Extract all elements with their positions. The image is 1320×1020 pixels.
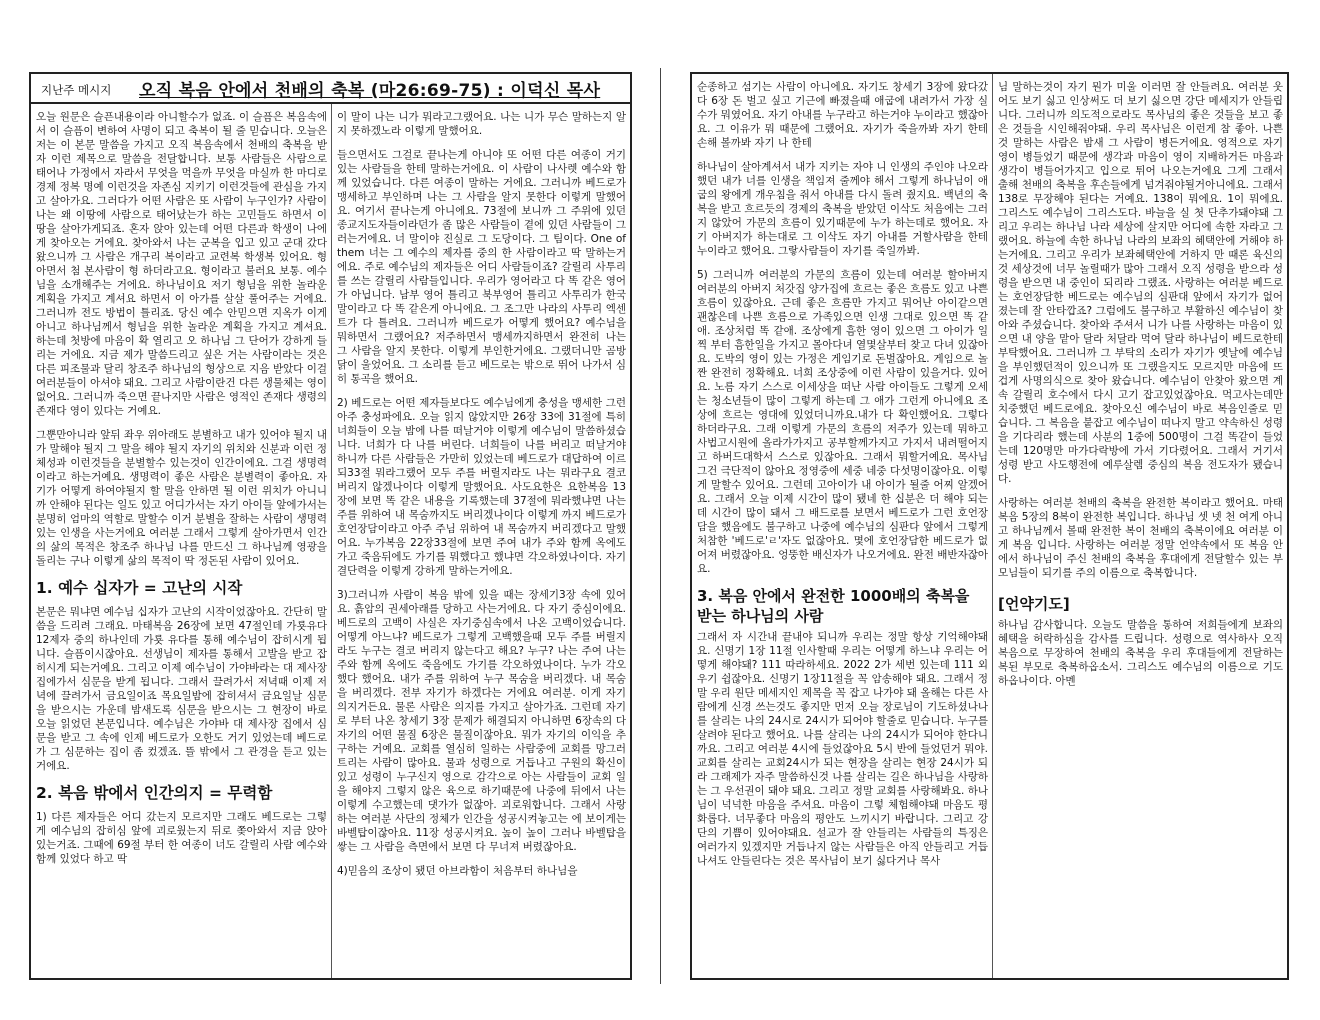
paragraph: 순종하고 섬기는 사람이 아니에요. 자기도 창세기 3장에 왔다갔다 6장 돈 벌고 싶고 기근에 빠졌을때 애굽에 내려가서 가장 실수가 뭐였어요. 자기 아내를 누구라고 하는거야 누이라고 했잖아요. 그 이유가 뭐 때문에 그랬어요. 자기가 죽을까봐 자기 한테 손해 볼까봐 자기 나 한테 bbox=[697, 81, 988, 149]
section-heading-3: 3. 복음 안에서 완전한 1000배의 축복을 받는 하나님의 사람 bbox=[697, 587, 970, 625]
bulletin-left-page bbox=[29, 72, 632, 980]
paragraph: 님 말하는것이 자기 뭔가 미울 이러면 잘 안들려요. 여러분 웃어도 보기 싫고 인상써도 더 보기 싫으면 강단 메세지가 안들립니다. 그러니까 의도적으로라도 목사님의 좋은 것들을 보고 좋은 것들을 시인해줘야돼. 우리 목사님은 이런게 참 좋아. 나쁜것 말하는 사람은 밤새 그 사람이 병든거에요. 영적으로 자기 영이 병들었기 때문에 생각과 마음이 영이 지배하거든 마음과 생각이 병들어가지고 입으로 튀어 나오는거에요 그게 그래서 출해 천배의 축복을 후손들에게 넘겨줘야될거아니에요. 그래서 138로 무장해야 된다는 거예요. 138이 뭐에요. 1이 뭐에요. 그리스도 예수님이 그리스도다. 바늘을 실 첫 단추가돼야돼 그리고 우리는 하나님 나라 세상에 살지만 어디에 속한 자라고 그랬어요. 하늘에 속한 하나님 나라의 보좌의 혜택안에 거해야 하는거에요. 그리고 우리가 보좌혜택안에 거하지 만 때론 육신의것 세상것에 너무 놀릴때가 많아 그래서 오직 성령을 받으라 성령을 받으면 내 중인이 되리라 그랬죠. 사랑하는 여러분 베드로는 호언장담한 베드로는 예수님의 심판대 앞에서 자기가 없어졌는데 잘 안타깝죠? 그럼에도 불구하고 부활하신 예수님이 찾아와 주셨습니다. 찾아와 주셔서 니가 나를 사랑하는 마음이 있으면 내 양을 맡아 달라 처달라 먹여 달라 하나님이 베드로한테 부탁했어요. 그러니까 그 부탁의 소리가 자기가 옛날에 예수님을 부인했던적이 있으니까 또 그랬을지도 모르지만 마음에 뜨겁게 사명의식으로 찾아 왔습니다. 예수님이 안찾아 왔으면 계속 갈릴리 호수에서 다시 고기 잡고있었잖아요. 먹고사는데만 치중했던 베드로에요. 찾아오신 예수님이 바로 복음인줄로 믿습니다. 그 복음을 붙잡고 예수님이 떠나지 말고 약속하신 성령을 기다리라 했는데 사분의 1중에 500명이 그걸 똑같이 들었는데 120명만 마가다락방에 가서 기다렸어요. 그래서 거기서 성령 받고 사도행전에 예루살렘 중심의 복음 전도자가 됐습니다. bbox=[998, 81, 1283, 485]
paragraph: 하나님이 살아계셔서 내가 지키는 자야 니 인생의 주인야 나오라 했던 내가 너를 인생을 책임져 줄께야 해서 그렇게 하나님이 애굽의 왕에게 개우침을 줘서 아내를 다시 돌려 줬지요. 백년의 축복을 받고 흐르듯의 경제의 축복을 받았던 이삭도 처음에는 그러지 않았어 가문의 흐름이 있기때문에 누가 하는데로 했어요. 자기 아버지가 하는대로 그 이삭도 자기 아내를 거할사람을 한테 누이라고 했어요. 그랗사람들이 자기를 죽일까봐. bbox=[697, 161, 988, 257]
right-column-2 bbox=[993, 74, 1287, 978]
paragraph: 그래서 자 시간내 끝내야 되니까 우리는 정말 항상 기억해야돼요. 신명기 1장 11절 인사할때 우리는 어떻게 하느냐 우리는 어떻게 해야돼? 111 따라하세요. 2022 2가 세번 있는데 111 외우기 쉽잖아요. 신명기 1장11절을 꼭 암송해야 돼요. 그래서 정말 우리 원단 메세지인 제목을 꼭 잡고 나가야 돼 올해는 다른 사람에게 신경 쓰는것도 좋지만 먼저 오늘 장로님이 기도하셨나나를 살리는 나의 24시로 24시가 되어야 할줄로 믿습니다. 누구를 살려야 된다고 했어요. 나를 살리는 나의 24시가 되어야 한다니까요. 그리고 여러분 4시에 들었잖아요 5시 반에 들었던거 뭐야. 교회를 살리는 교회24시가 되는 현장을 살리는 현장 24시가 되라 그래제가 자주 말씀하신것 나를 살리는 길은 하나님을 사랑하는 그 우선권이 돼야 돼요. 그리고 정말 교회를 사랑해봐요. 하나님이 넉넉한 마음을 주셔요. 마음이 그렇 체험해야돼 마음도 평화롭다. 너무좋다 마음의 평안도 느끼시기 바랍니다. 그리고 강단의 기쁨이 있어야돼요. 설교가 잘 안들리는 사람들의 특징은 여러가지 있겠지만 거듭나지 않는 사람들은 아직 안들리고 거듭나셔도 안들린다는 것은 목사님이 보기 싫다거나 목사 bbox=[697, 631, 988, 867]
right-column-1 bbox=[692, 74, 993, 978]
bulletin-right-page bbox=[690, 72, 1289, 980]
paragraph: 그뿐만아니라 앞뒤 좌우 위아래도 분별하고 내가 있어야 될지 내가 말해야 될지 그 말을 해야 될지 자기의 위치와 신분과 이런 정체성과 이런것들을 분별할수 있는것이 인간이에요. 그걸 생명력이라고 하는거예요. 생명력이 좋은 사람은 분별력이 좋아요. 자기가 어떻게 하여야될지 할 말을 안하면 될 이런 위치가 아니니까 안해야 된다는 일도 있고 어디가서는 자기 아이들 앞에가서는 분명히 엄마의 역할로 말할수 이거 분별을 잘하는 사람이 생명력있는 인생을 사는거에요 여러분 그래서 그렇게 살아가면서 인간의 삶의 목적은 창조주 하나님 나를 만드신 그 하나님께 영광을 돌리는 구나 이렇게 삶의 목적이 딱 정돈된 사람이 있어요. bbox=[36, 429, 327, 567]
page-fold-line bbox=[660, 68, 661, 984]
paragraph: 4)믿음의 조상이 됐던 아브라함이 처음부터 하나님을 bbox=[337, 865, 578, 877]
right-columns bbox=[692, 74, 1287, 978]
paragraph: 오늘 원문은 슬픈내용이라 아니할수가 없죠. 이 슬픔은 복음속에서 이 슬픔이 변하여 사명이 되고 축복이 될 줄 믿습니다. 오늘은 저는 이 본문 말씀을 가지고 오직 복음속에서 천배의 축복을 받자 이런 제목으로 말씀을 전달합니다. 보통 사람들은 사람으로 태어나 가정에서 자라서 무엇을 먹을까 무엇을 마실까 한 마디로 경제 정복 명예 이런것을 자존심 지키기 이런것들에 관심을 가지고 살아가요. 그러다가 어떤 사람은 또 사람이 누구인가? 사람이 나는 왜 이땅에 사람으로 태어났는가 하는 고민들도 하면서 이 땅을 살아가게되죠. 혼자 앉아 있는데 어떤 다른과 학생이 나에게 찾아오는 거에요. 찾아와서 나는 군복을 입고 있고 군대 갔다 왔으니까 그 사람은 개구리 복이라고 교련복 학생복 있어요. 형아면서 첨 본사람이 형 하더라고요. 형이라고 불러요 보통. 예수님을 소개해주는 거에요. 하나님이요 저기 형님을 위한 놀라운 계획을 가지고 계셔요 하면서 이 아가를 살살 풀어주는 거에요. 그러니까 전도 방법이 틀리죠. 당신 예수 안믿으면 지옥가 이게 아니고 하나님께서 형님을 위한 놀라운 계획을 가지고 계셔요. 하는데 첫방에 마음이 확 열리고 오 하나님 그 단어가 강하게 들리는 거에요. 지금 제가 말씀드리고 싶은 거는 사람이라는 것은 다른 피조물과 달리 창조주 하나님의 형상으로 지음 받았다 이걸 여러분들이 아셔야 돼요. 그리고 사람이란건 다른 생물체는 영이 없어요. 그러니까 죽으면 끝나지만 사람은 영적인 존재다 생령의 존재다 영이 있다는 거예요. bbox=[36, 111, 327, 417]
paragraph: 1) 다른 제자들은 어디 갔는지 모르지만 그래도 베드로는 그렇게 예수님의 잡히심 앞에 괴로웠는지 뒤로 쫒아와서 지금 앉아 있는거죠. 그때에 69절 부터 한 여종이 너도 갈릴리 사람 예수와 함께 있었다 하고 딱 bbox=[36, 811, 327, 865]
paragraph: 들으면서도 그걸로 끝나는게 아니야 또 어떤 다른 여종이 거기 있는 사람들을 한테 말하는거에요. 이 사람이 나사렛 예수와 함께 있었습니다. 다른 여종이 말하는 거에요. 그러니까 베드로가 맹세하고 부인하며 나는 그 사람을 알지 못한다 이렇게 말했어요. 여기서 끝나는게 아니에요. 73절에 보니까 그 주위에 있던 종교지도자들이라던가 좀 많은 사람들이 곁에 있던 사람들이 그러는거에요. 너 말이야 진실로 그 도당이다. 그 팀이다. One of them 너는 그 예수의 제자를 중의 한 사람이라고 딱 말하는거에요. 주로 예수님의 제자들은 어디 사람들이죠? 갈릴리 사투리를 쓰는 갈릴리 사람들입니다. 우리가 영어라고 다 똑 같은 영어가 아닙니다. 남부 영어 틀리고 북부영어 틀리고 사투리가 한국말이라고 다 똑 같은게 아니에요. 그 조그만 나라의 사투리 엑센트가 다 틀려요. 그러니까 베드로가 어떻게 했어요? 예수님을 뭐하면서 그랬어요? 저주하면서 맹세까지하면서 완전히 나는 그 사람을 알지 못한다. 이렇게 부인한거에요. 그랬더니만 곰방 닭이 울었어요. 그 소리를 듣고 베드로는 밖으로 뛰어 나가서 심히 통곡을 했어요. bbox=[337, 149, 626, 385]
left-columns bbox=[31, 104, 630, 978]
paragraph: 2) 베드로는 어떤 제자들보다도 예수님에게 충성을 맹세한 그런 아주 충성파에요. 오늘 읽지 않았지만 26장 33에 31절에 특히 너희들이 오늘 밤에 나를 떠날거야 이렇게 예수님이 말씀하셨습니다. 너희가 다 나를 버린다. 너희들이 나를 버리고 떠날거야 하니까 다른 사람들은 가만히 있었는데 베드로가 대답하여 이르되33절 뭐라그랬어 모두 주를 버릴지라도 나는 뭐라구요 결코 버리지 않겠나이다 이렇게 말했어요. 사도요한은 요한복음 13장에 보면 똑 같은 내용을 기록했는데 37절에 뭐라했냐면 나는 주를 위하여 내 목숨까지도 버리겠나이다 이렇게 까지 베드로가 호언장담이라고 아주 주님 위하여 내 목숨까지 버리겠다고 말했어요. 누가복음 22장33절에 보면 주여 내가 주와 함께 옥에도 가고 죽음뒤에도 가기를 뭐했다고 했냐면 각오하였나이다. 자기 결단력을 이렇게 강하게 말하는거에요. bbox=[337, 397, 626, 577]
left-column-2 bbox=[332, 104, 630, 978]
sermon-header bbox=[31, 74, 630, 104]
paragraph: 5) 그러니까 여러분의 가문의 흐름이 있는데 여러분 할아버지 여러분의 아버지 처갓집 양가집에 흐르는 좋은 흐름도 있고 나쁜 흐름이 있잖아요. 근데 좋은 흐름만 가지고 뭐어난 아이같으면 괜찮은데 나쁜 흐름으로 가족있으면 인생 그대로 있으면 똑 같애. 조상처럼 똑 같애. 조상에게 흠한 영이 있으면 그 아이가 일찍 부터 흠한일을 가지고 몰아다녀 열몇살부터 찾고 다녀 있잖아요. 도박의 영이 있는 가정은 게임기로 돈벌잖아요. 게임으로 놀짠 완전히 정확해요. 너희 조상중에 이런 사람이 있을거다. 있어요. 노름 자기 스스로 이세상을 떠난 사람 아이들도 그렇게 오세는 청소년들이 많이 그렇게 하는데 그 애가 그런게 아니에요 조상에 흐르는 영대에 있었더니까요.내가 다 확인했어요. 그렇다 하더라구요. 그래 이렇게 가문의 흐름의 저주가 있는데 뭐하고 사법고시원에 올라가가지고 공부할께가지고 가지서 내려떨어지고 하버드대학서 스스로 있잖아요. 그래서 뭐할거예요. 목사님 그건 극단적이 않아요 정영중에 세중 네중 다섯명이잖아요. 이렇게 말할수 있어요. 그런데 고아이가 내 아이가 될줄 어찌 알겠어요. 그래서 오늘 이제 시간이 많이 됐네 한 십분은 더 해야 되는데 시간이 많이 돼서 그 배드로를 보면서 베드로가 그런 호언장담을 했음에도 불구하고 나중에 예수님의 심판다 앞에서 그렇게 처참한 '베드로'ㄹ'자도 없잖아요. 몇에 호언장담한 베드로가 없어져 버렸잖아요. 엉뚱한 배신자가 나오거에요. 완전 배반자잖아요. bbox=[697, 269, 988, 575]
prayer-text: 하나님 감사합니다. 오늘도 말씀을 통하여 저희들에게 보좌의 혜택을 허락하심을 감사를 드립니다. 성령으로 역사하사 오직 복음으로 무장하여 천배의 축복을 우리 후대들에게 전달하는 복된 부모로 축복하옵소서. 그리스도 예수님의 이름으로 기도하옵나이다. 아멘 bbox=[998, 619, 1283, 687]
paragraph: 사랑하는 여러분 천배의 축복을 완전한 복이라고 했어요. 마태복음 5장의 8복이 완전한 복입니다. 하나님 셋 넷 천 여게 아니고 하나님께서 볼때 완전한 복이 천배의 축복이에요 여러분 이게 복음 입니다. 사랑하는 여러분 정말 언약속에서 또 복음 안에서 하나님이 주신 천배의 축복을 후대에게 전달할수 있는 부모님들이 되기를 주의 이름으로 축복합니다. bbox=[998, 497, 1283, 579]
left-column-1 bbox=[31, 104, 332, 978]
paragraph: 이 말이 나는 니가 뭐라고그랬어요. 나는 니가 무슨 말하는지 알지 못하겠노라 이렇게 말했어요. bbox=[337, 111, 626, 137]
prayer-heading: [언약기도] bbox=[998, 595, 1070, 613]
section-tag: 지난주 메시지 bbox=[41, 83, 112, 97]
paragraph: 3)그러니까 사람이 복음 밖에 있을 때는 장세기3장 속에 있어요. 흙암의 권세아래를 당하고 사는거에요. 다 자기 중심이에요. 베드로의 고백이 사실은 자기중심속에서 나온 고백이었습니다. 어떻게 아느냐? 베드로가 그렇게 고백했을때 모두 주를 버릴지라도 누구는 결코 버리지 않는다고 해요? 누구? 나는 주여 나는 주와 함께 옥에도 죽음에도 가기를 각오하였나이다. 누가 각오했다 했어요. 내가 주를 위하여 누구 목숨을 버리겠다. 내 목숨을 버리겠다. 전부 자기가 하겠다는 거에요 여러분. 이게 자기 의지거든요. 물론 사람은 의지를 가지고 살아가죠. 그런데 자기로 부터 나온 창세기 3장 문제가 해결되지 아니하면 6장속의 다 자기의 어떤 물질 6장은 물질이잖아요. 뭐가 자기의 이익을 추구하는 거예요. 교회를 열심히 일하는 사람중에 교회를 망그러트리는 사람이 많아요. 물과 성령으로 거듭나고 구원의 확신이 있고 성령이 누구신지 영으로 감각으로 아는 사람들이 교회 일을 해야지 그렇지 않은 육으로 하기때문에 나중에 뒤에서 나는 이렇게 수고했는데 댓가가 없잖아. 괴로워합니다. 그래서 사랑하는 여러분 사단의 정체가 인간을 성공시켜놓고는 에 보이게는 바벨탑이잖아요. 11장 성공시켜요. 높이 높이 그러나 바벨탑을 쌓는 그 사람을 측면에서 보면 다 무너져 버렸잖아요. bbox=[337, 589, 626, 853]
sermon-title: 오직 복음 안에서 천배의 축복 (마26:69-75) : 이덕신 목사 bbox=[139, 81, 601, 101]
section-heading-2: 2. 복음 밖에서 인간의지 = 무력함 bbox=[36, 784, 273, 802]
section-heading-1: 1. 예수 십자가 = 고난의 시작 bbox=[36, 579, 243, 597]
paragraph: 본문은 뭐냐면 예수님 십자가 고난의 시작이었잖아요. 간단히 말씀을 드리려 그래요. 마태복음 26장에 보면 47절인데 가룟유다 12제자 중의 하나인데 가룟 유다를 통해 예수님이 잡히시게 됩니다. 슬픔이시잖아요. 선생님이 제자를 통해서 고발을 받고 잡히시게 되는거예요. 그리고 이제 예수님이 가야바라는 대 제사장 집에가서 심문을 받게 됩니다. 그래서 끌려가서 저녁때 이제 저녁에 끌려가서 금요일이죠 목요일밤에 잡히셔서 금요일날 심문을 받으시는 가운데 밤새도록 심문을 받으시는 그 현장이 바로 오늘 읽었던 본문입니다. 예수님은 가야바 대 제사장 집에서 심문을 받고 그 속에 인제 베드로가 오한도 거기 있었는데 베드로가 그 심문하는 집이 좀 컸겠죠. 뜰 밖에서 그 관경을 듣고 있는 거에요. bbox=[36, 606, 327, 772]
